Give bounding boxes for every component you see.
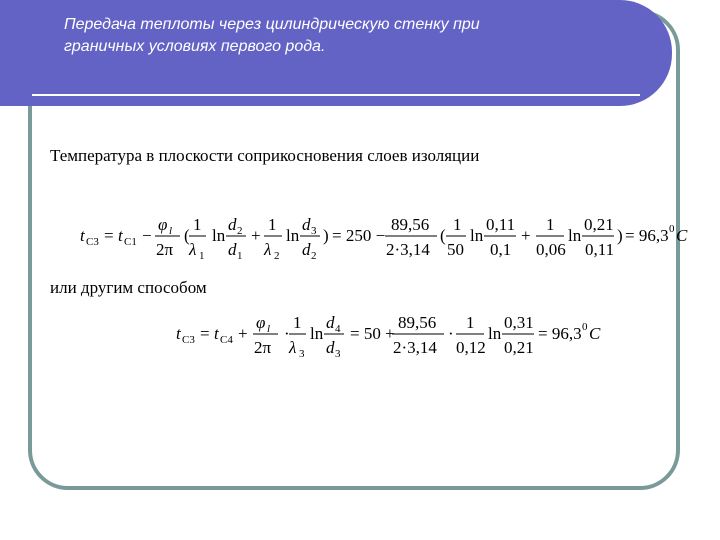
eq2-lhs: t [176,324,181,343]
eq1-lambda-2: λ [264,240,272,259]
eq1-d1: d [228,240,237,259]
eq1-one-b: 1 [268,215,277,234]
eq2-d-021: 0,21 [504,338,534,357]
eq2-d4-sub: 4 [335,323,341,335]
eq2-d3: d [326,338,335,357]
eq1-paren-close-2: ) [617,226,623,245]
eq2-rhs-t: t [214,324,219,343]
eq2-phi: φ [256,313,266,332]
eq2-two-pi: 2π [254,338,272,357]
eq1-unit: C [676,226,688,245]
eq1-d-01: 0,1 [490,240,512,259]
alt-text: или другим способом [50,278,207,297]
eq2-d-012: 0,12 [456,338,486,357]
eq1-paren-close: ) [323,226,329,245]
eq1-phi: φ [158,215,168,234]
eq1-d-006: 0,06 [536,240,566,259]
eq1-phi-sub: l [169,225,173,237]
equation-1-svg [80,208,700,268]
eq1-ln-4: ln [568,226,582,245]
eq1-paren-open-2: ( [440,226,446,245]
eq2-n-1: 1 [466,313,475,332]
eq1-n-021: 0,21 [584,215,614,234]
intro-text: Температура в плоскости соприкосновения слоев изоляции [50,146,480,165]
eq2-ln-1: ln [310,324,324,343]
eq1-d2b-sub: 2 [311,250,317,262]
eq1-minus: − [142,226,152,245]
eq1-result: = 96,3 [625,226,669,245]
eq2-lhs-sub: C3 [182,334,195,346]
eq1-plus-1: + [251,226,261,245]
eq1-lhs: t [80,226,85,245]
eq1-d3: d [302,215,311,234]
eq2-d3-sub: 3 [335,348,341,360]
eq2-d4: d [326,313,335,332]
eq2-eq-num: = 50 + [350,324,395,343]
eq1-lambda-1-sub: 1 [199,250,205,262]
slide-header [0,0,672,106]
eq1-d1-sub: 1 [237,250,243,262]
header-divider [32,94,640,96]
eq1-lambda-2-sub: 2 [274,250,280,262]
eq1-equals: = [104,226,114,245]
eq1-d3-sub: 3 [311,225,317,237]
eq1-rhs-t: t [118,226,123,245]
eq1-d-011: 0,11 [585,240,615,259]
eq1-n-011: 0,11 [486,215,516,234]
eq2-lambda-3-sub: 3 [299,348,305,360]
eq2-one: 1 [293,313,302,332]
eq1-d2-sub: 2 [237,225,243,237]
eq1-plus-2: + [521,226,531,245]
eq2-num-1: 89,56 [398,313,437,332]
eq2-den-1: 2·3,14 [393,338,437,357]
eq1-deg: 0 [669,223,675,235]
title-line-1: Передача теплоты через цилиндрическую стенку при [64,16,480,33]
eq1-den-1: 2·3,14 [386,240,430,259]
eq2-ln-2: ln [488,324,502,343]
eq2-phi-sub: l [267,323,271,335]
eq2-result: = 96,3 [538,324,582,343]
eq1-one-a: 1 [193,215,202,234]
eq1-d2b: d [302,240,311,259]
eq1-num-1: 89,56 [391,215,430,234]
equation-2 [176,306,616,371]
eq1-d-50: 50 [447,240,464,259]
eq2-deg: 0 [582,321,588,333]
equation-2-svg [176,306,616,366]
eq2-lambda-3: λ [289,338,297,357]
eq1-rhs-sub: C1 [124,236,137,248]
slide-title [64,14,624,58]
eq1-n-1: 1 [453,215,462,234]
eq1-lambda-1: λ [189,240,197,259]
eq1-n-1b: 1 [546,215,555,234]
eq2-plus: + [238,324,248,343]
eq2-unit: C [589,324,601,343]
eq2-dot: · [284,324,290,343]
eq2-equals: = [200,324,210,343]
eq2-rhs-sub: C4 [220,334,233,346]
eq1-paren-open: ( [184,226,190,245]
eq2-n-031: 0,31 [504,313,534,332]
equation-1 [80,208,700,273]
eq1-eq-num: = 250 − [332,226,386,245]
eq1-ln-2: ln [286,226,300,245]
eq1-two-pi: 2π [156,240,174,259]
eq1-ln-1: ln [212,226,226,245]
eq1-ln-3: ln [470,226,484,245]
eq1-lhs-sub: C3 [86,236,99,248]
title-line-2: граничных условиях первого рода. [64,38,326,55]
eq2-dot-2: · [448,324,454,343]
eq1-d2: d [228,215,237,234]
